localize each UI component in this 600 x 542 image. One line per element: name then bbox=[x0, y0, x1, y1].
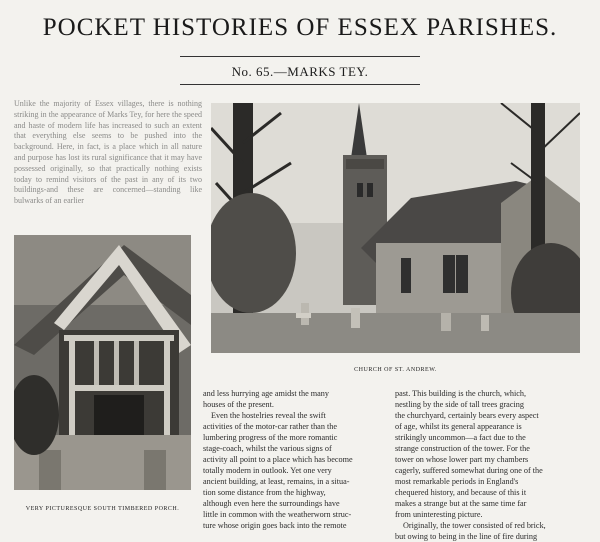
body-column-3 bbox=[395, 388, 585, 542]
porch-photo-caption: VERY PICTURESQUE SOUTH TIMBERED PORCH. bbox=[25, 506, 180, 512]
porch-photo bbox=[14, 235, 191, 490]
col2-line: totally modern in outlook. Yet one very bbox=[203, 466, 332, 475]
masthead-title: POCKET HISTORIES OF ESSEX PARISHES. bbox=[42, 14, 558, 41]
col3-line: makes a strange but at the same time far bbox=[395, 499, 527, 508]
col3-line: but owing to being in the line of fire during bbox=[395, 532, 538, 541]
col3-line: Originally, the tower consisted of red brick, bbox=[403, 521, 546, 530]
col3-line: cagerly, suffered somewhat during one of the bbox=[395, 466, 543, 475]
col2-line: although even here the surroundings have bbox=[203, 499, 340, 508]
col3-line: most remarkable periods in England's bbox=[395, 477, 519, 486]
col2-line: Even the hostelries reveal the swift bbox=[211, 411, 326, 420]
col2-line: activity all point to a place which has become bbox=[203, 455, 353, 464]
col2-line: activities of the motor-car rather than the bbox=[203, 422, 337, 431]
col2-line: lumbering progress of the more romantic bbox=[203, 433, 338, 442]
intro-text: Unlike the majority of Essex villages, there is nothing striking in the appearance of Marks Tey, for here the speed and haste of modern life has increased to such an extent that everything else seems to be pushed into the background. Here, in fact, is a place which in all nature and purpose has lost its rural significance that it may have possessed originally, so that practically nothing exists today to remind visitors of the past in any of its two buildings-and these are concerned—standing like bulwarks of an earlier bbox=[14, 99, 202, 206]
col2-line: little in common with the weatherworn struc- bbox=[203, 510, 352, 519]
col3-line: strikingly uncommon—a fact due to the bbox=[395, 433, 526, 442]
church-photo-caption: CHURCH OF ST. ANDREW. bbox=[354, 367, 437, 373]
masthead-rule-bottom bbox=[180, 84, 420, 85]
porch-illustration bbox=[14, 235, 191, 490]
church-illustration bbox=[211, 103, 580, 353]
masthead-rule-top bbox=[180, 56, 420, 57]
col3-line: chequered history, and because of this it bbox=[395, 488, 527, 497]
col3-line: from uninteresting picture. bbox=[395, 510, 483, 519]
intro-paragraph bbox=[14, 99, 202, 222]
col2-line: houses of the present. bbox=[203, 400, 274, 409]
body-column-2 bbox=[203, 388, 390, 531]
church-photo bbox=[211, 103, 580, 353]
col3-line: the churchyard, certainly bears every aspect bbox=[395, 411, 539, 420]
col3-line: past. This building is the church, which, bbox=[395, 389, 527, 398]
col2-line: tion some distance from the highway, bbox=[203, 488, 326, 497]
article-number-title: No. 65.—MARKS TEY. bbox=[231, 64, 369, 79]
col3-line: of age, whilst its general appearance is bbox=[395, 422, 522, 431]
col3-line: strange construction of the tower. For the bbox=[395, 444, 530, 453]
col3-line: nestling by the side of tall trees gracing bbox=[395, 400, 524, 409]
col2-line: ancient building, at least, remains, in a situa- bbox=[203, 477, 350, 486]
col2-line: and less hurrying age amidst the many bbox=[203, 389, 329, 398]
col3-line: tower on whose lower part my chambers bbox=[395, 455, 529, 464]
col2-line: stage-coach, whilst the various signs of bbox=[203, 444, 332, 453]
col2-line: ture whose origin goes back into the remote bbox=[203, 521, 347, 530]
